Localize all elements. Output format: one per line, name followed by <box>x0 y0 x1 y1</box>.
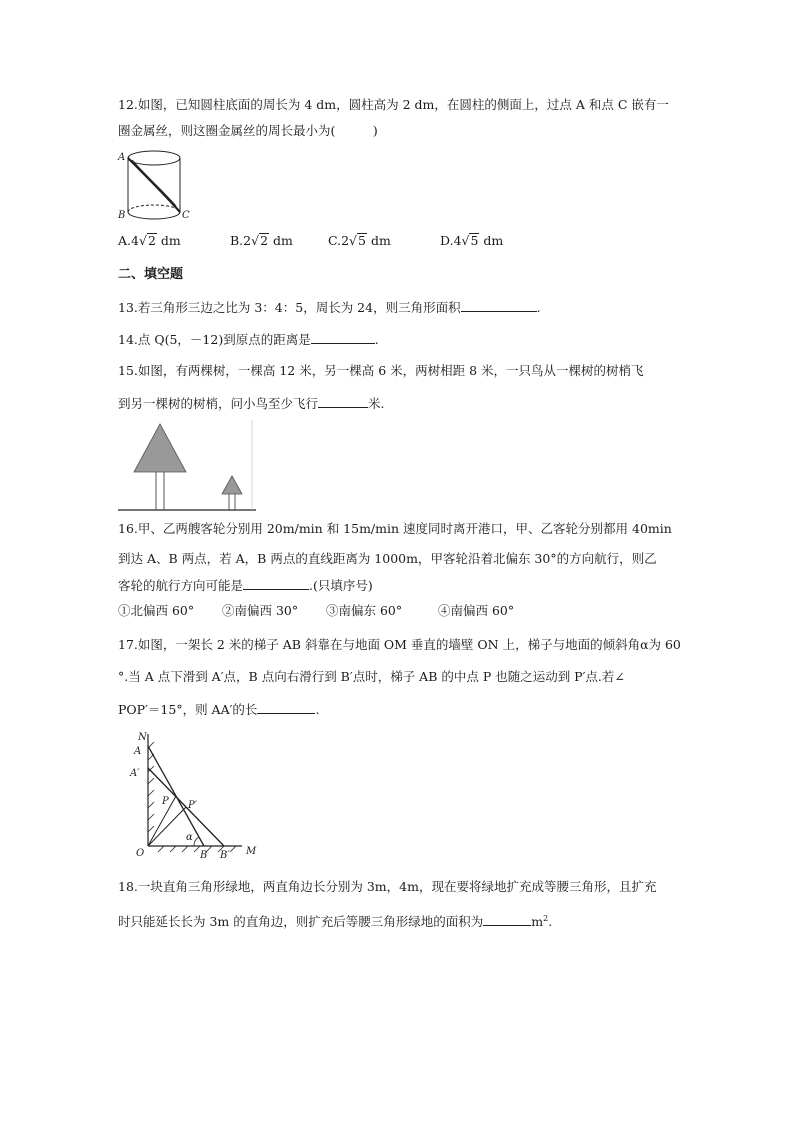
q15-trees-figure <box>118 420 258 514</box>
q16-option-4: ④南偏西 60° <box>438 603 515 618</box>
q12-text-line1: 12.如图，已知圆柱底面的周长为 4 dm，圆柱高为 2 dm，在圆柱的侧面上，过点 A 和点 C 嵌有一 <box>118 97 669 112</box>
q16-text-line1: 16.甲、乙两艘客轮分别用 20m/min 和 15m/min 速度同时离开港口，甲、乙客轮分别都用 40min <box>118 521 672 536</box>
q17-label-o: O <box>136 848 145 859</box>
q15-text-line2: 到另一棵树的树梢，问小鸟至少飞行 米. <box>118 396 385 411</box>
q12-label-a: A <box>118 152 126 163</box>
q17-text-line3: POP′＝15°，则 AA′的长 . <box>118 702 320 717</box>
q17-label-a-prime: A′ <box>130 768 140 779</box>
q12-text-line2: 圈金属丝，则这圈金属丝的周长最小为( ) <box>118 123 378 138</box>
q17-text-line1: 17.如图，一架长 2 米的梯子 AB 斜靠在与地面 OM 垂直的墙壁 ON 上，梯子与地面的倾斜角α为 60 <box>118 637 681 652</box>
q12-label-b: B <box>118 210 126 221</box>
q17-label-a: A <box>134 746 142 757</box>
q17-label-m: M <box>246 846 257 857</box>
q16-answer-blank[interactable] <box>243 576 309 590</box>
q12-option-c: C.2√5 dm <box>328 233 391 248</box>
section-title: 二、填空题 <box>118 267 184 282</box>
q18-answer-blank[interactable] <box>483 912 531 926</box>
q17-text-line2: °.当 A 点下滑到 A′点，B 点向右滑行到 B′点时，梯子 AB 的中点 P 也随之运动到 P′点.若∠ <box>118 669 625 684</box>
q13-answer-blank[interactable] <box>461 298 537 312</box>
q13-text: 13.若三角形三边之比为 3：4：5，周长为 24，则三角形面积 . <box>118 300 541 315</box>
q12-option-a: A.4√2 dm <box>118 233 181 248</box>
q12-options <box>118 232 503 250</box>
q14-answer-blank[interactable] <box>311 330 375 344</box>
q17-ladder-figure <box>126 728 266 862</box>
q16-text-line2: 到达 A、B 两点，若 A，B 两点的直线距离为 1000m，甲客轮沿着北偏东 30°的方向航行，则乙 <box>118 551 657 566</box>
q16-text-line3: 客轮的航行方向可能是 .(只填序号) <box>118 578 373 593</box>
q17-label-p: P <box>162 796 169 807</box>
q12-option-b: B.2√2 dm <box>230 233 293 248</box>
q16-option-2: ②南偏西 30° <box>222 603 299 618</box>
q17-label-b-prime: B′ <box>220 850 230 861</box>
q12-option-d: D.4√5 dm <box>440 233 504 248</box>
q15-text-line1: 15.如图，有两棵树，一棵高 12 米，另一棵高 6 米，两树相距 8 米，一只鸟从一棵树的树梢飞 <box>118 363 644 378</box>
q18-text-line1: 18.一块直角三角形绿地，两直角边长分别为 3m，4m，现在要将绿地扩充成等腰三角形，且扩充 <box>118 879 657 894</box>
q14-text: 14.点 Q(5，－12)到原点的距离是 . <box>118 332 379 347</box>
q15-answer-blank[interactable] <box>318 394 368 408</box>
q17-answer-blank[interactable] <box>257 700 315 714</box>
q18-text-line2: 时只能延长长为 3m 的直角边，则扩充后等腰三角形绿地的面积为 $m^2$. <box>118 914 553 930</box>
q17-label-alpha: α <box>186 832 193 843</box>
q16-option-3: ③南偏东 60° <box>326 603 403 618</box>
q17-label-n: N <box>138 732 147 743</box>
q12-label-c: C <box>182 210 190 221</box>
q17-label-b: B <box>200 850 208 861</box>
q17-label-p-prime: P′ <box>188 800 197 811</box>
q12-cylinder-figure <box>116 146 196 226</box>
q16-options <box>118 602 514 620</box>
q16-option-1: ①北偏西 60° <box>118 603 195 618</box>
